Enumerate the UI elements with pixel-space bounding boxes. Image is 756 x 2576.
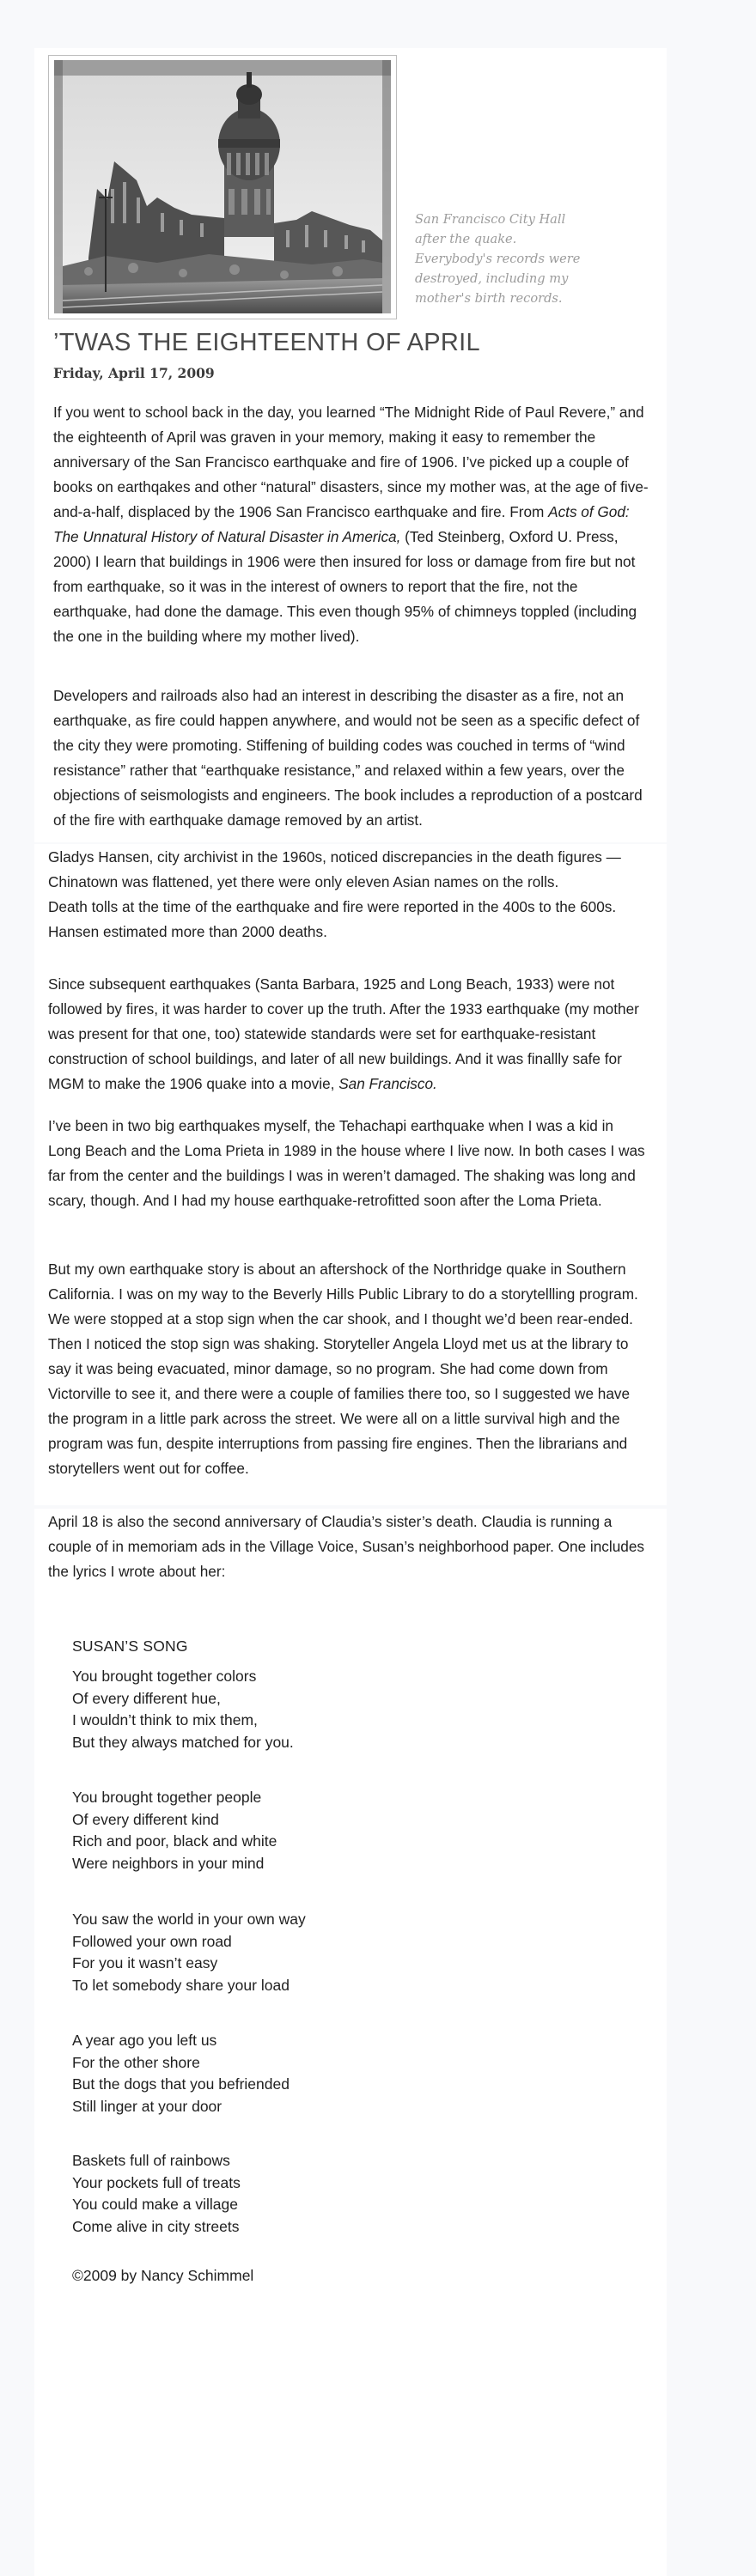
song-line: But the dogs that you befriended [72,2075,290,2093]
caption-line: San Francisco City Hall [415,212,566,227]
caption-line: Everybody's records were [415,252,581,266]
paragraph-4 [48,972,649,1097]
song-line: Of every different kind [72,1810,219,1828]
caption-line: destroyed, including my [415,271,569,286]
song-stanza [72,1909,306,1996]
song-line: You could make a village [72,2196,238,2213]
post-date: Friday, April 17, 2009 [53,365,215,381]
song-copyright: ©2009 by Nancy Schimmel [72,2267,254,2284]
song-stanza [72,2150,241,2238]
movie-title: San Francisco. [338,1075,437,1092]
paragraph-6: But my own earthquake story is about an aftershock of the Northridge quake in Southern California. I was on my way to the Beverly Hills Public Library to do a storytellling program. We were stopped at a stop sign when the car shook, and I thought we’d been rear-ended. Then I noticed the stop sign was shaking. Storyteller Angela Lloyd met us at the library to say it was being evacuated, minor damage, so no program. She had come down from Victorville to see it, and there were a couple of families there too, so I suggested we have the program in a little park across the street. We were all on a little survival high and the program was fun, despite interruptions from passing fire engines. Then the librarians and storytellers went out for coffee. [48,1261,638,1477]
song-line: Of every different hue, [72,1689,221,1707]
song-stanza [72,1787,277,1874]
book-title: Acts of God: The Unnatural History of Natural Disaster in America, [53,503,630,545]
song-line: But they always matched for you. [72,1733,294,1751]
photo-caption [415,210,621,308]
paragraph-5: I’ve been in two big earthquakes myself, the Tehachapi earthquake when I was a kid in Long Beach and the Loma Prieta in 1989 in the house where I live now. In both cases I was far from the center and the buildings I was in weren’t damaged. The shaking was long and scary, though. And I had my house earthquake-retrofitted soon after the Loma Prieta. [48,1117,645,1209]
paragraph-1-text-end: (Ted Steinberg, Oxford U. Press, 2000) I learn that buildings in 1906 were then insured for loss or damage from fire but not from earthquake, so it was in the interest of owners to report that the fire, not the earthquake, had done the damage. This even though 95% of chimneys toppled (including the one in the building where my mother lived). [53,528,637,645]
caption-line: after the quake. [415,232,517,246]
song-line: Followed your own road [72,1932,232,1950]
song-stanza [72,2030,290,2117]
paragraph-2: Developers and railroads also had an interest in describing the disaster as a fire, not an earthquake, as fire could happen anywhere, and would not be seen as a specific defect of the city they were promoting. Stiffening of building codes was couched in terms of “wind resistance” rather that “earthquake resistance,” and relaxed within a few years, over the objections of seismologists and engineers. The book includes a reproduction of a postcard of the fire with earthquake damage removed by an artist. [53,687,643,829]
paragraph-3-text: Gladys Hansen, city archivist in the 1960s, noticed discrepancies in the death figures —Chinatown was flattened, yet there were only eleven Asian names on the rolls. [48,848,621,890]
song-line: You brought together colors [72,1668,257,1685]
song-line: I wouldn’t think to mix them, [72,1711,258,1728]
song-line: Baskets full of rainbows [72,2152,230,2169]
paragraph-4-text: Since subsequent earthquakes (Santa Barbara, 1925 and Long Beach, 1933) were not followed by fires, it was harder to cover up the truth. After the 1933 earthquake (my mother was present for that one, too) statewide standards were set for earthquake-resistant construction of school buildings, and later of all new buildings. And it was finallly safe for MGM to make the 1906 quake into a movie, [48,975,639,1092]
caption-line: mother's birth records. [415,291,563,306]
song-line: Come alive in city streets [72,2217,240,2235]
song-stanza [72,1666,294,1753]
paragraph-3 [48,845,649,945]
paragraph-1 [53,400,655,649]
song-line: You brought together people [72,1789,262,1806]
song-title: SUSAN’S SONG [72,1637,188,1655]
song-line: A year ago you left us [72,2032,217,2049]
song-line: For you it wasn’t easy [72,1954,218,1971]
song-line: Your pockets full of treats [72,2173,241,2191]
post-title[interactable]: ’TWAS THE EIGHTEENTH OF APRIL [53,329,480,356]
paragraph-3-text-end: Death tolls at the time of the earthquake and fire were reported in the 400s to the 600s. Hansen estimated more than 2000 deaths. [48,898,617,940]
song-line: Were neighbors in your mind [72,1854,265,1872]
song-line: Rich and poor, black and white [72,1832,277,1850]
song-line: You saw the world in your own way [72,1911,306,1928]
paragraph-7: April 18 is also the second anniversary of Claudia’s sister’s death. Claudia is running a couple of in memoriam ads in the Village Voice, Susan’s neighborhood paper. One includes the lyrics I wrote about her: [48,1513,644,1580]
song-line: Still linger at your door [72,2097,223,2115]
city-hall-photo[interactable] [48,55,397,319]
song-line: To let somebody share your load [72,1976,290,1994]
city-hall-ruins-image [54,60,391,313]
song-line: For the other shore [72,2053,200,2071]
paragraph-1-text: If you went to school back in the day, you learned “The Midnight Ride of Paul Revere,” and the eighteenth of April was graven in your memory, making it easy to remember the anniversary of the San Francisco earthquake and fire of 1906. I’ve picked up a couple of books on earthqakes and other “natural” disasters, since my mother was, at the age of five-and-a-half, displaced by the 1906 San Francisco earthquake and fire. From [53,404,649,520]
